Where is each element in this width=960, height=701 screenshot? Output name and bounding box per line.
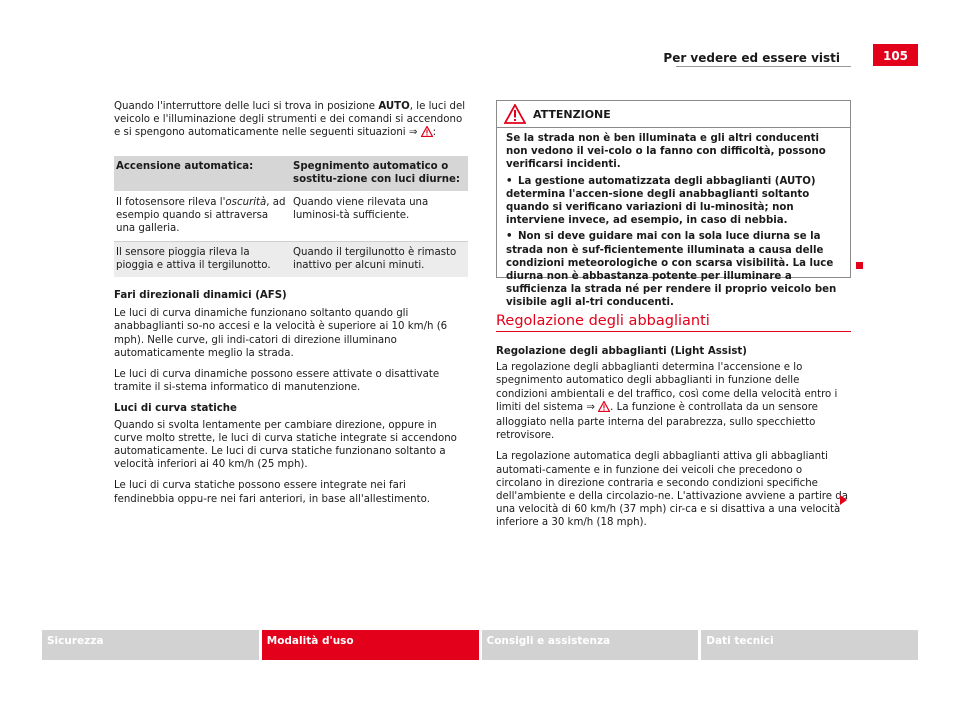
warning-triangle-icon[interactable] <box>598 401 610 416</box>
warning-bullet: • La gestione automatizzata degli abbaglianti (AUTO) determina l'accen-sione degli anabbaglianti soltanto quando si verificano variazioni di lu-minosità; non interviene invece, ad esempio, in caso di nebbia. <box>506 175 816 227</box>
static-heading: Luci di curva statiche <box>114 403 237 415</box>
section-title: Regolazione degli abbaglianti <box>496 313 710 329</box>
static-paragraph: Le luci di curva statiche possono essere integrate nei fari fendinebbia oppu-re nei fari anteriori, in base all'allestimento. <box>114 480 430 505</box>
table-header: Spegnimento automatico o sostitu-zione con luci diurne: <box>291 156 468 192</box>
light-assist-paragraph: La regolazione automatica degli abbaglianti attiva gli abbaglianti automati-camente e in funzione dei veicoli che precedono o circolano in direzione contraria e secondo condizioni specifiche dell'ambiente e della circolazio-ne. L'attivazione avviene a partire da una velocità di 60 km/h (37 mph) cir-ca e si disattiva a una velocità inferiore a 30 km/h (18 mph). <box>496 451 848 529</box>
section-rule <box>496 331 851 332</box>
intro-paragraph: Quando l'interruttore delle luci si trova in posizione AUTO, le luci del veicolo e l'illuminazione degli strumenti e dei comandi si accendono e si spengono automaticamente nelle seguenti situazioni ⇒ : <box>114 100 468 142</box>
tab-consigli-assistenza[interactable]: Consigli e assistenza <box>482 630 699 660</box>
table-row <box>114 241 468 277</box>
table-cell: Quando viene rilevata una luminosi-tà sufficiente. <box>291 192 468 242</box>
automatic-lights-table <box>114 156 468 277</box>
afs-heading: Fari direzionali dinamici (AFS) <box>114 290 287 302</box>
static-paragraph: Quando si svolta lentamente per cambiare direzione, oppure in curve molto strette, le luci di curva statiche integrate si accendono automaticamente. Le luci di curva statiche funzionano soltanto a velocità inferiori ai 40 km/h (25 mph). <box>114 419 457 471</box>
table-header: Accensione automatica: <box>114 156 291 192</box>
right-column <box>496 345 851 538</box>
light-assist-heading: Regolazione degli abbaglianti (Light Assist) <box>496 346 747 357</box>
warning-bullet: • Non si deve guidare mai con la sola luce diurna se la strada non è suf-ficientemente illuminata a causa delle condizioni meteorologiche o con scarsa visibilità. La luce diurna non è abbastanza potente per illuminare a sufficienza la strada né per rendere il proprio veicolo ben visibile agli al-tri conducenti. <box>506 231 837 309</box>
auto-symbol: AUTO <box>779 175 811 187</box>
tab-modalita-duso[interactable]: Modalità d'uso <box>262 630 479 660</box>
afs-paragraph: Le luci di curva dinamiche funzionano soltanto quando gli anabbaglianti so-no accesi e la velocità è superiore ai 10 km/h (6 mph). Nelle curve, gli indi-catori di direzione illuminano automaticamente meglio la strada. <box>114 308 448 359</box>
table-row <box>114 192 468 242</box>
auto-symbol: AUTO <box>378 101 410 112</box>
warning-paragraph: Se la strada non è ben illuminata e gli altri conducenti non vedono il vei-colo o la fanno con difficoltà, possono verificarsi incidenti. <box>506 133 826 171</box>
tab-dati-tecnici[interactable]: Dati tecnici <box>701 630 918 660</box>
table-cell: Quando il tergilunotto è rimasto inattivo per alcuni minuti. <box>291 241 468 277</box>
warning-triangle-icon <box>504 104 526 128</box>
table-cell: Il fotosensore rileva l'oscurità, ad esempio quando si attraversa una galleria. <box>114 192 291 242</box>
warning-body <box>497 128 850 310</box>
warning-title: ATTENZIONE <box>533 108 611 121</box>
warning-header <box>497 101 850 128</box>
tab-sicurezza[interactable]: Sicurezza <box>42 630 259 660</box>
afs-paragraph: Le luci di curva dinamiche possono essere attivate o disattivate tramite il si-stema informatico di manutenzione. <box>114 369 440 394</box>
footer-navigation <box>42 630 918 660</box>
continue-arrow-icon <box>840 495 847 505</box>
table-cell: Il sensore pioggia rileva la pioggia e attiva il tergilunotto. <box>114 241 291 277</box>
page-number: 105 <box>873 44 918 66</box>
light-assist-paragraph: La regolazione degli abbaglianti determina l'accensione e lo spegnimento automatico degli abbaglianti in funzione delle condizioni ambientali e del traffico, così come della velocità entro i limiti del sistema ⇒ . La funzione è controllata da un sensore alloggiato nella parte interna del parabrezza, sullo specchietto retrovisore. <box>496 362 838 442</box>
end-of-section-square <box>856 262 863 269</box>
header-rule <box>676 66 851 67</box>
warning-triangle-icon[interactable] <box>421 126 433 141</box>
left-column <box>114 100 468 514</box>
running-header: Per vedere ed essere visti <box>663 51 840 65</box>
warning-box <box>496 100 851 309</box>
